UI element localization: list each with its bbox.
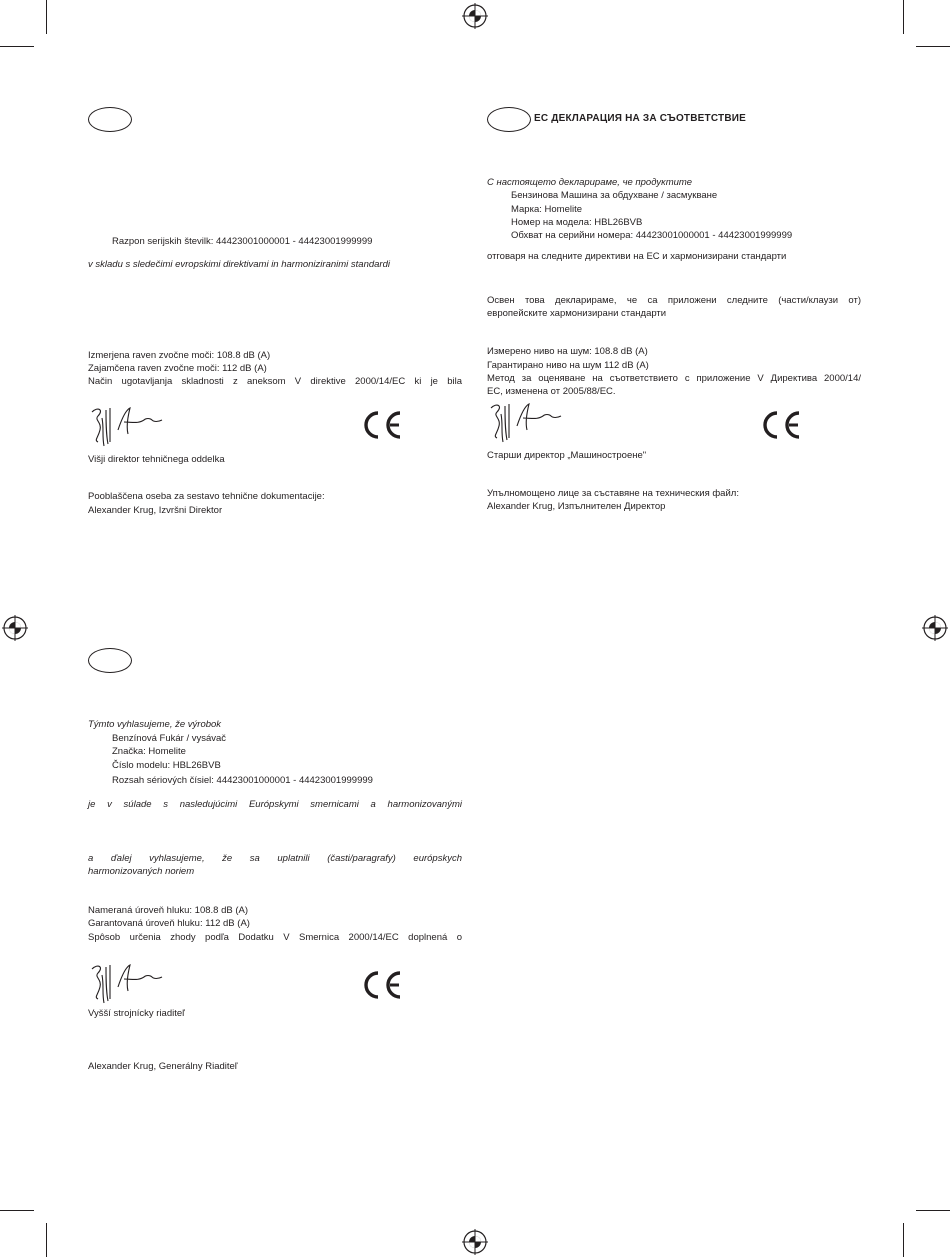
crop-mark-top-left — [46, 0, 47, 34]
sl-authorised-person: Pooblaščena oseba za sestavo tehnične dokumentacije: — [88, 491, 325, 502]
ce-mark-icon — [362, 970, 404, 1000]
bg-measured-level: Измерено ниво на шум: 108.8 dB (A) — [487, 346, 648, 357]
bg-serial-range: Обхват на серийни номера: 44423001000001 - 44423001999999 — [511, 230, 793, 241]
sk-guaranteed-level: Garantovaná úroveň hluku: 112 dB (A) — [88, 918, 250, 929]
sl-method: Način ugotavljanja skladnosti z aneksom V direktive 2000/14/EC ki je bila — [88, 376, 462, 387]
crop-mark-bottom-left — [0, 1210, 34, 1211]
registration-mark-icon — [462, 1229, 488, 1255]
sl-authorised-name: Alexander Krug, Izvršni Direktor — [88, 505, 223, 516]
bg-model: Номер на модела: HBL26BVB — [511, 217, 643, 228]
sk-additional-line-2: harmonizovaných noriem — [88, 866, 195, 877]
bg-method-line-2: ЕС, изменена от 2005/88/ЕС. — [487, 386, 616, 397]
language-oval-icon — [88, 648, 132, 673]
ce-mark-icon — [761, 410, 803, 440]
signature-icon — [487, 400, 563, 444]
signature-icon — [88, 404, 164, 448]
sk-product: Benzínová Fukár / vysávač — [112, 733, 227, 744]
sk-signer-title: Vyšší strojnícky riaditeľ — [88, 1008, 185, 1019]
crop-mark-top-right — [916, 46, 950, 47]
bg-additional-line-1: Освен това декларираме, че са приложени следните (части/клаузи от) — [487, 295, 861, 306]
crop-mark-bottom-right — [916, 1210, 950, 1211]
sl-measured-level: Izmerjena raven zvočne moči: 108.8 dB (A) — [88, 350, 271, 361]
bg-guaranteed-level: Гарантирано ниво на шум 112 dB (A) — [487, 360, 649, 371]
crop-mark-top-left — [0, 46, 34, 47]
sk-intro: Týmto vyhlasujeme, že výrobok — [88, 719, 222, 730]
sl-signer-title: Višji direktor tehničnega oddelka — [88, 454, 225, 465]
bg-intro: С настоящето декларираме, че продуктите — [487, 177, 693, 188]
bg-authorised-name: Alexander Krug, Изпълнителен Директор — [487, 501, 666, 512]
crop-mark-top-right — [903, 0, 904, 34]
bg-declaration-title: ЕС ДЕКЛАРАЦИЯ НА ЗА СЪОТВЕТСТВИЕ — [534, 113, 746, 124]
sk-additional-line-1: a ďalej vyhlasujeme, že sa uplatnili (časti/paragrafy) európskych — [88, 853, 462, 864]
sk-compliance: je v súlade s nasledujúcimi Európskymi smernicami a harmonizovanými — [88, 799, 462, 810]
crop-mark-bottom-right — [903, 1223, 904, 1257]
sk-model: Číslo modelu: HBL26BVB — [112, 760, 221, 771]
bg-additional-line-2: европейските хармонизирани стандарти — [487, 308, 667, 319]
bg-brand: Марка: Homelite — [511, 204, 582, 215]
bg-signer-title: Старши директор „Машиностроене" — [487, 450, 647, 461]
language-oval-icon — [487, 107, 531, 132]
registration-mark-icon — [922, 615, 948, 641]
sk-authorised-name: Alexander Krug, Generálny Riaditeľ — [88, 1061, 238, 1072]
sl-serial-range: Razpon serijskih številk: 44423001000001 - 44423001999999 — [112, 236, 373, 247]
bg-method-line-1: Метод за оценяване на съответствието с приложение V Директива 2000/14/ — [487, 373, 861, 384]
signature-icon — [88, 961, 164, 1005]
sl-compliance: v skladu s sledečimi evropskimi direktivami in harmoniziranimi standardi — [88, 259, 390, 270]
sk-method: Spôsob určenia zhody podľa Dodatku V Smernica 2000/14/EC doplnená o — [88, 932, 462, 943]
registration-mark-icon — [2, 615, 28, 641]
sk-measured-level: Nameraná úroveň hluku: 108.8 dB (A) — [88, 905, 249, 916]
bg-authorised-person: Упълномощено лице за съставяне на техническия файл: — [487, 488, 739, 499]
sk-serial-range: Rozsah sériových čísiel: 44423001000001 - 44423001999999 — [112, 775, 373, 786]
ce-mark-icon — [362, 410, 404, 440]
registration-mark-icon — [462, 3, 488, 29]
sk-brand: Značka: Homelite — [112, 746, 186, 757]
crop-mark-bottom-left — [46, 1223, 47, 1257]
bg-compliance: отговаря на следните директиви на ЕС и хармонизирани стандарти — [487, 251, 787, 262]
language-oval-icon — [88, 107, 132, 132]
bg-product: Бензинова Машина за обдухване / засмукване — [511, 190, 718, 201]
sl-guaranteed-level: Zajamčena raven zvočne moči: 112 dB (A) — [88, 363, 267, 374]
